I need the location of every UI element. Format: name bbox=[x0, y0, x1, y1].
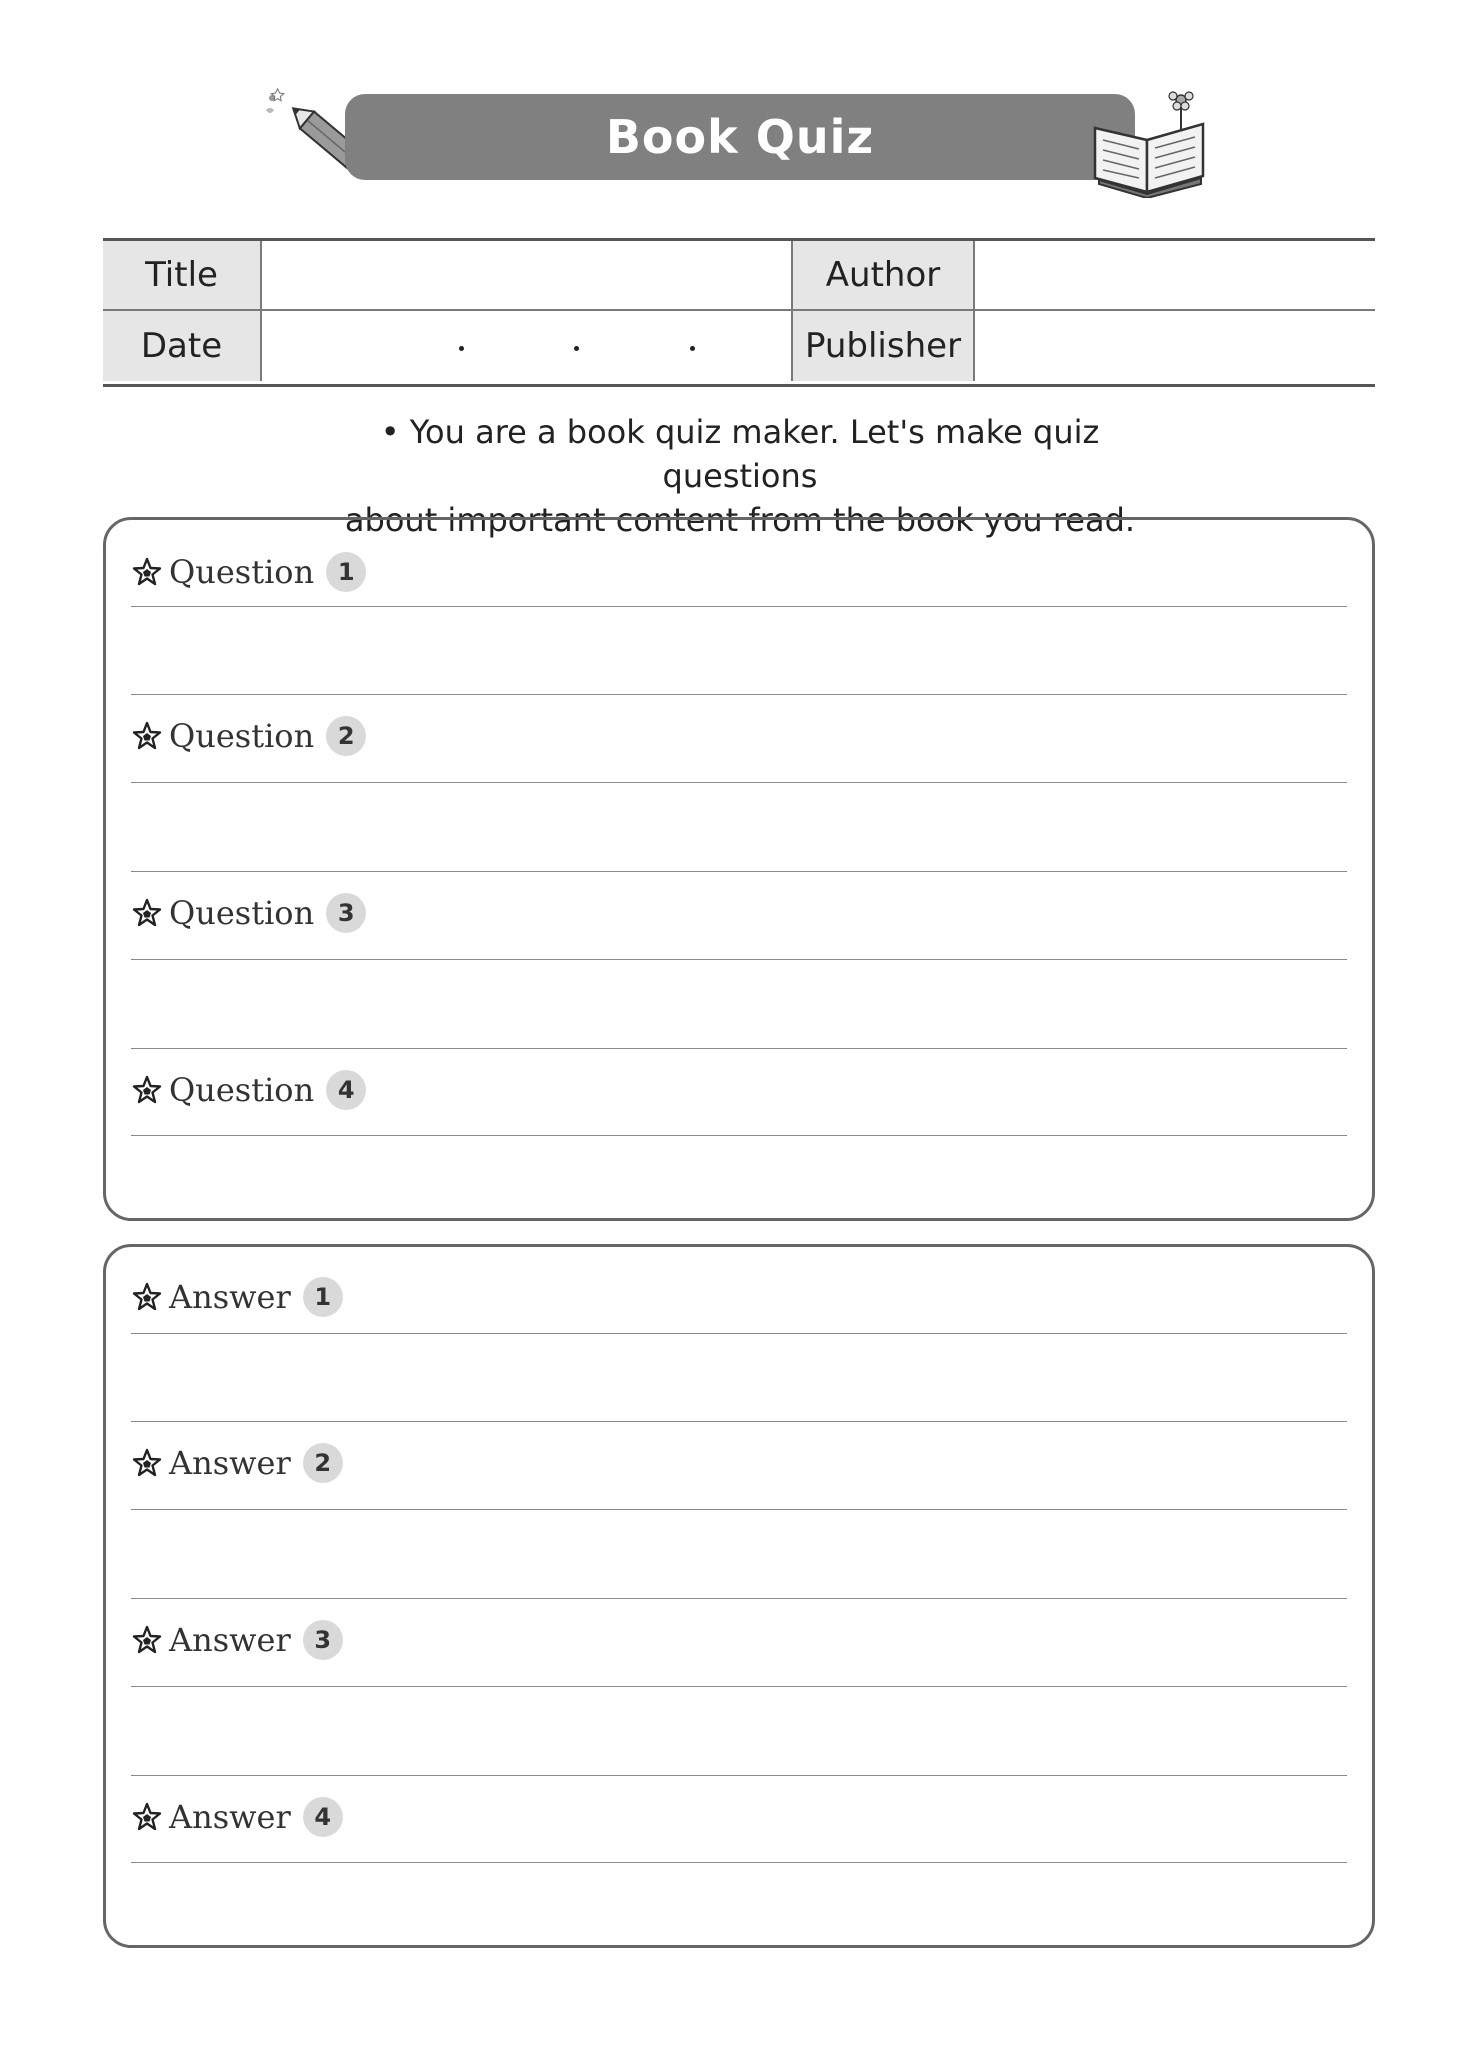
writing-line[interactable] bbox=[131, 1509, 1347, 1510]
date-field[interactable] bbox=[262, 311, 793, 381]
author-label: Author bbox=[793, 241, 975, 311]
answer-4-heading bbox=[131, 1787, 343, 1847]
writing-line[interactable] bbox=[131, 1598, 1347, 1599]
star-icon bbox=[131, 1801, 163, 1833]
answer-4-label: Answer bbox=[169, 1798, 291, 1836]
answer-3-label: Answer bbox=[169, 1621, 291, 1659]
writing-line[interactable] bbox=[131, 1775, 1347, 1776]
question-4-label: Question bbox=[169, 1071, 315, 1109]
writing-line[interactable] bbox=[131, 1686, 1347, 1687]
writing-line[interactable] bbox=[131, 606, 1347, 607]
title-field[interactable] bbox=[262, 241, 793, 311]
answer-2-number: 2 bbox=[303, 1443, 343, 1483]
book-info-table bbox=[103, 238, 1375, 387]
instructions-line-2: about important content from the book you read. bbox=[344, 501, 1136, 539]
title-label: Title bbox=[103, 241, 262, 311]
question-3-label: Question bbox=[169, 894, 315, 932]
question-1-label: Question bbox=[169, 553, 315, 591]
star-icon bbox=[131, 1281, 163, 1313]
answer-2-label: Answer bbox=[169, 1444, 291, 1482]
question-3-heading bbox=[131, 883, 366, 943]
writing-line[interactable] bbox=[131, 1862, 1347, 1863]
writing-line[interactable] bbox=[131, 694, 1347, 695]
answer-2-heading bbox=[131, 1433, 343, 1493]
star-icon bbox=[131, 1447, 163, 1479]
question-2-label: Question bbox=[169, 717, 315, 755]
writing-line[interactable] bbox=[131, 871, 1347, 872]
star-icon bbox=[131, 1624, 163, 1656]
writing-line[interactable] bbox=[131, 1135, 1347, 1136]
question-4-number: 4 bbox=[326, 1070, 366, 1110]
question-4-heading bbox=[131, 1060, 366, 1120]
question-1-number: 1 bbox=[326, 552, 366, 592]
writing-line[interactable] bbox=[131, 782, 1347, 783]
star-icon bbox=[131, 720, 163, 752]
open-book-icon bbox=[1085, 88, 1215, 198]
answer-1-label: Answer bbox=[169, 1278, 291, 1316]
banner bbox=[345, 94, 1135, 180]
answers-box bbox=[103, 1244, 1375, 1948]
answer-4-number: 4 bbox=[303, 1797, 343, 1837]
answer-1-number: 1 bbox=[303, 1277, 343, 1317]
answer-3-heading bbox=[131, 1610, 343, 1670]
star-icon bbox=[131, 897, 163, 929]
answer-1-heading bbox=[131, 1267, 343, 1327]
author-field[interactable] bbox=[975, 241, 1375, 311]
instructions-line-1: • You are a book quiz maker. Let's make quiz questions bbox=[380, 413, 1100, 495]
question-2-number: 2 bbox=[326, 716, 366, 756]
publisher-label: Publisher bbox=[793, 311, 975, 381]
page-title: Book Quiz bbox=[605, 110, 875, 164]
answer-3-number: 3 bbox=[303, 1620, 343, 1660]
publisher-field[interactable] bbox=[975, 311, 1375, 381]
writing-line[interactable] bbox=[131, 1048, 1347, 1049]
question-2-heading bbox=[131, 706, 366, 766]
writing-line[interactable] bbox=[131, 959, 1347, 960]
question-1-heading bbox=[131, 542, 366, 602]
questions-box bbox=[103, 517, 1375, 1221]
star-icon bbox=[131, 1074, 163, 1106]
date-label: Date bbox=[103, 311, 262, 381]
writing-line[interactable] bbox=[131, 1421, 1347, 1422]
question-3-number: 3 bbox=[326, 893, 366, 933]
writing-line[interactable] bbox=[131, 1333, 1347, 1334]
star-icon bbox=[131, 556, 163, 588]
